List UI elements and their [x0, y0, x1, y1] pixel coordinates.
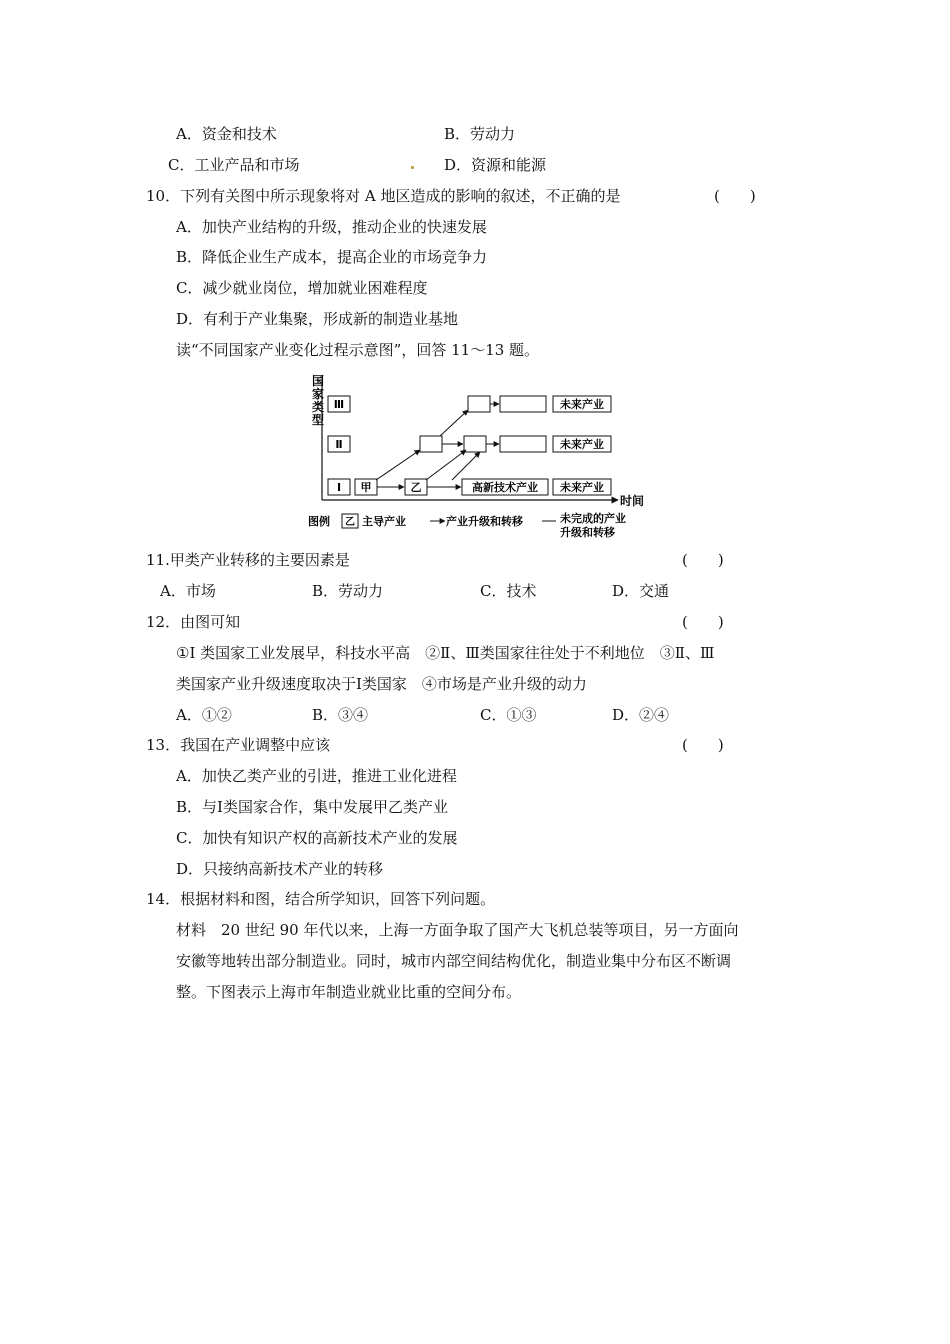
answer-blank-q10[interactable]: ( ) — [714, 187, 756, 205]
box-future-III-label: 未来产业 — [560, 398, 604, 411]
option-a-q11[interactable]: A．市场 — [160, 582, 216, 600]
option-c-q12[interactable]: C．①③ — [480, 706, 537, 724]
box-II-3 — [500, 436, 546, 452]
x-axis-title: 时间 — [620, 494, 645, 508]
option-d-q12[interactable]: D．②④ — [612, 706, 670, 724]
svg-text:型: 型 — [312, 413, 325, 427]
diagram-intro: 读“不同国家产业变化过程示意图”，回答 11～13 题。 — [176, 341, 540, 359]
question-12-stem: 12．由图可知 — [146, 613, 241, 631]
arrow-yi-to-II — [426, 450, 466, 480]
svg-text:家: 家 — [312, 387, 325, 401]
option-b-q13[interactable]: B．与Ⅰ类国家合作，集中发展甲乙类产业 — [176, 798, 448, 816]
option-a-q13[interactable]: A．加快乙类产业的引进，推进工业化进程 — [176, 767, 457, 785]
arrow-II-to-III — [440, 410, 468, 436]
option-a-q10[interactable]: A．加快产业结构的升级，推动企业的快速发展 — [176, 218, 487, 236]
box-III-1 — [468, 396, 490, 412]
question-14-material-3: 整。下图表示上海市年制造业就业比重的空间分布。 — [176, 983, 522, 1001]
legend-arrow-label: 产业升级和转移 — [446, 515, 523, 528]
question-14-material-2: 安徽等地转出部分制造业。同时，城市内部空间结构优化，制造业集中分布区不断调 — [176, 952, 732, 970]
svg-text:类: 类 — [312, 400, 325, 414]
option-a-q9[interactable]: A．资金和技术 — [176, 125, 277, 143]
question-14-stem: 14．根据材料和图，结合所学知识，回答下列问题。 — [146, 890, 496, 908]
option-c-q11[interactable]: C．技术 — [480, 582, 537, 600]
option-b-q11[interactable]: B．劳动力 — [312, 582, 384, 600]
option-d-q9[interactable]: D．资源和能源 — [444, 156, 547, 174]
legend-title: 图例 — [308, 515, 330, 528]
legend-line-label-1: 未完成的产业 — [560, 512, 626, 525]
option-d-q13[interactable]: D．只接纳高新技术产业的转移 — [176, 860, 384, 878]
option-b-q10[interactable]: B．降低企业生产成本，提高企业的市场竞争力 — [176, 248, 488, 266]
legend-box-label: 乙 — [345, 517, 355, 528]
option-c-q10[interactable]: C．减少就业岗位，增加就业困难程度 — [176, 279, 428, 297]
box-II-1 — [420, 436, 442, 452]
legend-line-label-2: 升级和转移 — [560, 526, 615, 539]
box-future-I-label: 未来产业 — [560, 481, 604, 494]
level-I-label: Ⅰ — [336, 481, 342, 494]
answer-blank-q12[interactable]: ( ) — [682, 613, 724, 631]
arrow-I-to-II-hightech — [452, 452, 480, 480]
question-14-material-1: 材料 20 世纪 90 年代以来，上海一方面争取了国产大飞机总装等项目，另一方面向 — [176, 921, 739, 939]
arrow-jia-to-II — [376, 450, 420, 480]
svg-text:国: 国 — [312, 374, 325, 388]
box-II-2 — [464, 436, 486, 452]
question-12-body-1: ①Ⅰ 类国家工业发展早，科技水平高 ②Ⅱ、Ⅲ类国家往往处于不利地位 ③Ⅱ、Ⅲ — [176, 644, 715, 662]
question-13-stem: 13．我国在产业调整中应该 — [146, 736, 331, 754]
question-12-body-2: 类国家产业升级速度取决于Ⅰ类国家 ④市场是产业升级的动力 — [176, 675, 587, 693]
answer-blank-q13[interactable]: ( ) — [682, 736, 724, 754]
legend-main-label: 主导产业 — [362, 515, 406, 528]
option-b-q12[interactable]: B．③④ — [312, 706, 369, 724]
answer-blank-q11[interactable]: ( ) — [682, 551, 724, 569]
option-d-q11[interactable]: D．交通 — [612, 582, 670, 600]
box-yi-label: 乙 — [410, 481, 422, 494]
option-c-q13[interactable]: C．加快有知识产权的高新技术产业的发展 — [176, 829, 458, 847]
box-hightech-label: 高新技术产业 — [472, 481, 538, 494]
box-jia-label: 甲 — [360, 481, 372, 494]
option-a-q12[interactable]: A．①② — [176, 706, 232, 724]
option-c-q9[interactable]: C．工业产品和市场 — [168, 156, 300, 174]
question-10-stem: 10．下列有关图中所示现象将对 A 地区造成的影响的叙述，不正确的是 — [146, 187, 621, 205]
option-d-q10[interactable]: D．有利于产业集聚，形成新的制造业基地 — [176, 310, 459, 328]
level-III-label: Ⅲ — [333, 398, 345, 411]
level-II-label: Ⅱ — [335, 438, 343, 451]
industry-change-diagram — [300, 372, 650, 544]
stray-mark — [411, 166, 414, 169]
box-future-II-label: 未来产业 — [560, 438, 604, 451]
option-b-q9[interactable]: B．劳动力 — [444, 125, 516, 143]
question-11-stem: 11.甲类产业转移的主要因素是 — [146, 551, 350, 569]
box-III-2 — [500, 396, 546, 412]
